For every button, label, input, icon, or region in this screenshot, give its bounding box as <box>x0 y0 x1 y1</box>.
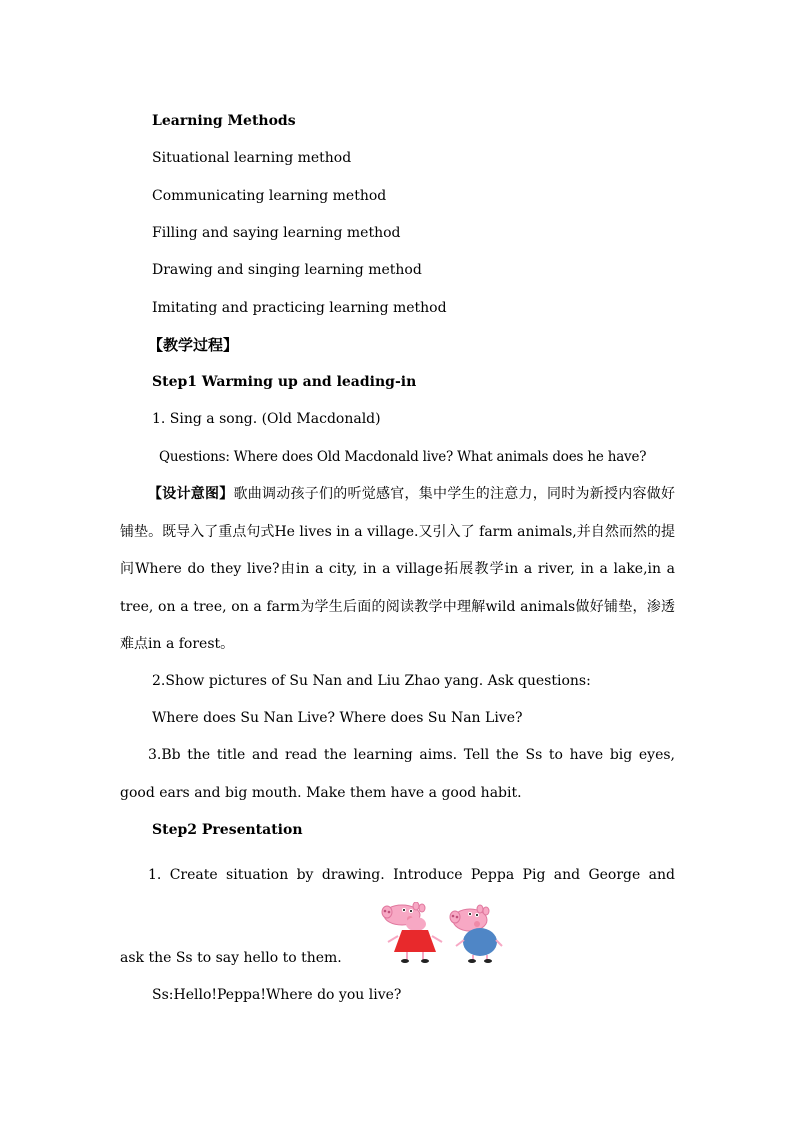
peppa-pig-image <box>380 902 510 968</box>
method-item: Filling and saying learning method <box>152 225 401 241</box>
step1-item2-questions: Where does Su Nan Live? Where does Su Nan Live? <box>152 710 523 726</box>
peppa-figure <box>382 902 442 963</box>
step2-heading: Step2 Presentation <box>152 822 303 838</box>
george-figure <box>450 905 502 963</box>
learning-methods-heading: Learning Methods <box>152 113 296 129</box>
method-item: Imitating and practicing learning method <box>152 300 447 316</box>
method-item: Communicating learning method <box>152 188 387 204</box>
method-item: Situational learning method <box>152 150 352 166</box>
step1-item2: 2.Show pictures of Su Nan and Liu Zhao yang. Ask questions: <box>152 673 591 689</box>
step2-item1-line2: ask the Ss to say hello to them. <box>120 950 342 966</box>
step1-item1: 1. Sing a song. (Old Macdonald) <box>152 411 381 427</box>
method-item: Drawing and singing learning method <box>152 262 422 278</box>
design-intent-label: 【设计意图】 <box>148 486 234 502</box>
design-intent-paragraph <box>120 476 675 664</box>
step1-questions: Questions: Where does Old Macdonald live? What animals does he have? <box>159 449 647 465</box>
design-intent-text: 歌曲调动孩子们的听觉感官，集中学生的注意力，同时为新授内容做好铺垫。既导入了重点句式He lives in a village.又引入了 farm animals,并自然而然的提问Where do they live?由in a city, in a village拓展教学in a river, in a lake,in a tree, on a tree, on a farm为学生后面的阅读教学中理解wild animals做好铺垫，渗透难点in a forest。 <box>120 486 675 652</box>
step1-item3: 3.Bb the title and read the learning aims. Tell the Ss to have big eyes, good ears and big mouth. Make them have a good habit. <box>120 747 675 801</box>
teaching-process-heading: 【教学过程】 <box>148 336 239 354</box>
step2-item1-line1: 1. Create situation by drawing. Introduce Peppa Pig and George and <box>148 867 675 883</box>
step1-heading: Step1 Warming up and leading-in <box>152 374 417 390</box>
step2-dialog: Ss:Hello!Peppa!Where do you live? <box>152 987 402 1003</box>
